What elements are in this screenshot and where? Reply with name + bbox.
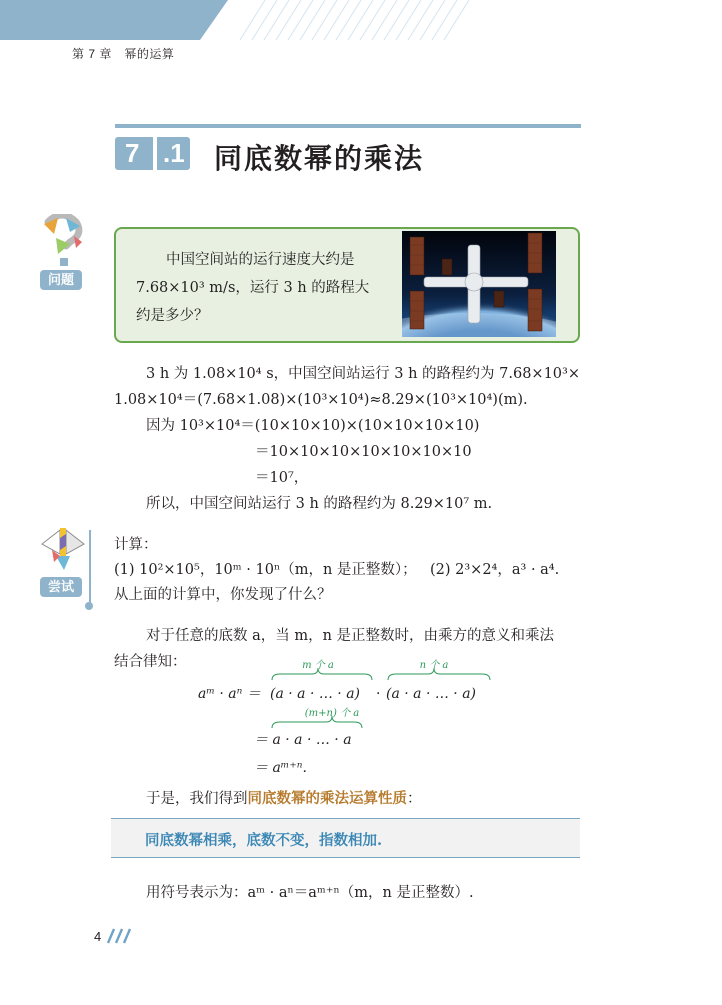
- question-mark-icon: [40, 214, 84, 270]
- formula-step-2: ＝ a · a · … · a: [254, 732, 352, 748]
- brace-n-label: n 个 a: [419, 660, 449, 671]
- solution-line-4: ＝10×10×10×10×10×10×10: [255, 444, 472, 460]
- solution-line-3: 因为 10³×10⁴＝(10×10×10)×(10×10×10×10): [146, 418, 480, 434]
- try-tag: 尝试: [40, 577, 82, 597]
- section-title: 同底数幂的乘法: [214, 143, 425, 174]
- page-slashes-decoration: [106, 928, 136, 944]
- derivation-intro-2: 结合律知：: [114, 654, 187, 670]
- formula-group-2: (a · a · … · a): [386, 686, 477, 702]
- formula-group-1: (a · a · … · a): [270, 686, 361, 702]
- rule-text: 同底数幂相乘，底数不变，指数相加.: [145, 832, 383, 849]
- formula-step-3: ＝ aᵐ⁺ⁿ.: [254, 760, 307, 776]
- problem-line-2: 7.68×10³ m/s，运行 3 h 的路程大: [136, 280, 370, 296]
- formula-dot: ·: [376, 686, 381, 702]
- try-line-dot: [85, 602, 93, 610]
- solution-line-1: 3 h 为 1.08×10⁴ s，中国空间站运行 3 h 的路程约为 7.68×10³×: [146, 366, 580, 382]
- brace-m-label: m 个 a: [302, 660, 334, 671]
- badge-divider: [153, 137, 157, 170]
- page-number: 4: [94, 929, 102, 944]
- brace-m-plus-n-label: (m+n) 个 a: [304, 708, 360, 719]
- multiplication-derivation: [190, 660, 520, 776]
- conclusion-highlight: 同底数幂的乘法运算性质: [247, 790, 407, 807]
- solution-line-6: 所以，中国空间站运行 3 h 的路程约为 8.29×10⁷ m.: [146, 496, 493, 512]
- problem-line-3: 约是多少？: [136, 308, 209, 324]
- title-rule: [115, 124, 581, 128]
- formula-lhs: aᵐ · aⁿ ＝: [198, 686, 261, 702]
- conclusion-line: [146, 786, 422, 812]
- try-item-1: (1) 10²×10⁵，10ᵐ · 10ⁿ（m，n 是正整数）；: [114, 562, 417, 578]
- space-station-photo: [402, 231, 556, 337]
- problem-text: [136, 246, 394, 330]
- header-band: [0, 0, 722, 40]
- problem-line-1: 中国空间站的运行速度大约是: [166, 252, 355, 268]
- try-question: 从上面的计算中，你发现了什么？: [114, 587, 332, 603]
- section-sub-number: .1: [163, 138, 185, 168]
- solution-line-2: 1.08×10⁴＝(7.68×1.08)×(10³×10⁴)≈8.29×(10³×10⁴)(m).: [114, 392, 528, 408]
- try-vertical-line: [89, 530, 91, 606]
- solution-line-5: ＝10⁷，: [255, 470, 309, 486]
- telescope-icon: [38, 524, 88, 576]
- chapter-label: 第 7 章 幂的运算: [72, 47, 175, 61]
- section-chapter-number: 7: [125, 138, 140, 168]
- derivation-intro-1: 对于任意的底数 a，当 m，n 是正整数时，由乘方的意义和乘法: [146, 628, 555, 644]
- try-item-2: (2) 2³×2⁴，a³ · a⁴.: [430, 562, 560, 578]
- symbolic-form: 用符号表示为：aᵐ · aⁿ＝aᵐ⁺ⁿ（m，n 是正整数）.: [146, 885, 474, 901]
- try-prompt: 计算：: [114, 537, 158, 553]
- section-number-badge: [115, 137, 190, 170]
- problem-tag: 问题: [40, 270, 82, 290]
- conclusion-suffix: ：: [407, 791, 422, 807]
- conclusion-prefix: 于是，我们得到: [146, 791, 248, 807]
